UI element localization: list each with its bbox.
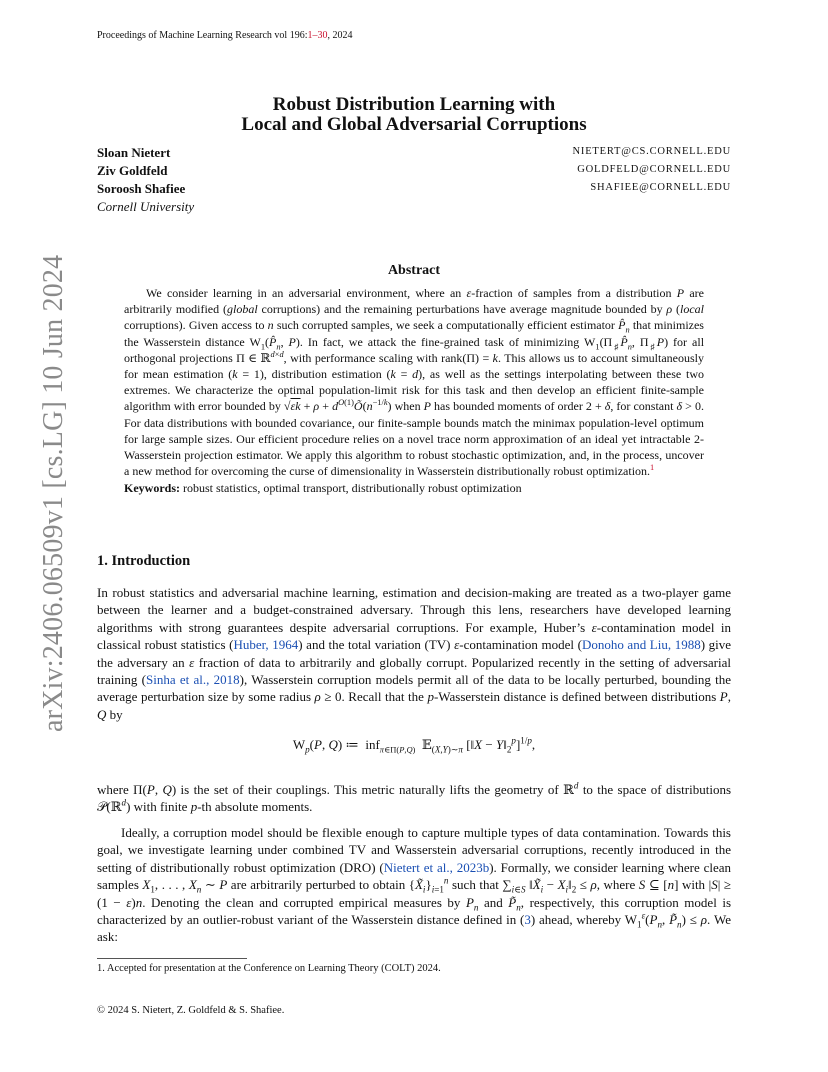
citation-link[interactable]: Sinha et al., 2018 [146,672,240,688]
page-range-link[interactable]: 1–30 [307,30,328,41]
equation-link[interactable]: 3 [524,912,531,928]
arxiv-stamp: arXiv:2406.06509v1 [cs.LG] 10 Jun 2024 [38,254,69,732]
running-head [97,30,353,41]
author-name: Ziv Goldfeld [97,163,168,178]
footnote: 1. Accepted for presentation at the Conference on Learning Theory (COLT) 2024. [97,963,441,974]
citation-link[interactable]: Donoho and Liu, 1988 [581,637,701,653]
intro-paragraph-3: Ideally, a corruption model should be flexible enough to capture multiple types of data contamination. Towards this goal, we investigate learning under combined TV and Wasserstein adversarial corruptions, recently introduced in the setting of distributionally robust optimization (DRO) (Nietert et al., 2023b). Formally, we consider learning where clean samples $X_1$, . . . , $X_n$ ∼ P are arbitrarily perturbed to obtain $\{X̃_i\}_{i=1}^n$ such that $\sum_{i\in S}$ $‖X̃_i$ − $X_i‖_2 \le \rho$, where S ⊆ [n] with |S| ≥ (1 − ε)n. Denoting the clean and corrupted empirical measures by $P_n$ and $P̃_n$, respectively, this corruption model is characterized by an outlier-robust variant of the Wasserstein distance defined in (3) ahead, whereby $W_1^\varepsilon(P_n$, $P̃_n) \le \rho$. We ask: [97,825,732,945]
footnote-marker[interactable]: 1 [650,463,655,473]
keywords-label: Keywords: [124,481,180,496]
citation-link[interactable]: Huber, 1964 [233,637,299,653]
author-row [97,145,731,163]
running-head-text: Proceedings of Machine Learning Research vol 196: [97,30,308,41]
author-name: Sloan Nietert [97,145,171,160]
abstract-heading: Abstract [387,263,441,278]
author-email[interactable]: NIETERT@CS.CORNELL.EDU [572,146,731,157]
wasserstein-equation: $W_p(P$, Q) ≔ inf$_{\pi\in\Pi(P,Q)}$ 𝔼$_{(X,Y)\sim\pi}$ [‖X − $Y‖_2^p]^{1/p}$, [292,735,536,755]
paper-title [97,95,731,135]
abstract-body [124,285,704,497]
affiliation: Cornell University [97,199,195,214]
author-block [97,145,731,217]
keywords-text: robust statistics, optimal transport, distributionally robust optimization [183,481,522,496]
copyright: © 2024 S. Nietert, Z. Goldfeld & S. Shafiee. [97,1005,285,1016]
footnote-rule [97,958,247,959]
intro-paragraph-1: In robust statistics and adversarial machine learning, estimation and decision-making are treated as a two-player game between the learner and a budget-constrained adversary. Through this lens, researchers have developed learning algorithms with strong guarantees despite adversarial corruptions. For example, Huber’s ε-contamination model in classical robust statistics (Huber, 1964) and the total variation (TV) ε-contamination model (Donoho and Liu, 1988) give the adversary an ε fraction of data to arbitrarily and globally corrupt. Popularized recently in the setting of adversarial training (Sinha et al., 2018), Wasserstein corruption models permit all of the data to be locally perturbed, bounding the average perturbation size by some radius ρ ≥ 0. Recall that the p-Wasserstein distance is defined between distributions P, Q by [97,585,732,722]
running-head-year: , 2024 [327,30,353,41]
title-line-2: Local and Global Adversarial Corruptions [241,114,587,135]
section-heading: 1. Introduction [97,553,191,569]
title-line-1: Robust Distribution Learning with [272,94,556,115]
author-row [97,181,731,199]
author-row [97,163,731,181]
author-email[interactable]: GOLDFELD@CORNELL.EDU [577,164,731,175]
abstract-paragraph: We consider learning in an adversarial environment, where an ε-fraction of samples from a distribution P are arbitrarily modified (global corruptions) and the remaining perturbations have average magnitude bounded by ρ (local corruptions). Given access to n such corrupted samples, we seek a computationally efficient estimator $P̂_n$ that minimizes the Wasserstein distance $W_1(P̂_n$, P). In fact, we attack the fine-grained task of minimizing $W_1(\Pi_♯P̂_n$, $\Pi_♯P$) for all orthogonal projections Π ∈ ℝ$^{d\times d}$, with performance scaling with rank(Π) = k. This allows us to account simultaneously for mean estimation (k = 1), distribution estimation (k = d), as well as the settings interpolating between these two extremes. We characterize the optimal population-limit risk for this task and then develop an efficient finite-sample algorithm with error bounded by $√\varepsilon k + \rho + d^{O(1)}Õ(n^{-1/k})$ when P has bounded moments of order 2 + δ, for constant δ > 0. For data distributions with bounded covariance, our finite-sample bounds match the minimax population-level optimum for large sample sizes. Our efficient procedure relies on a novel trace norm approximation of an ideal yet intractable 2-Wasserstein projection estimator. We apply this algorithm to robust stochastic optimization, and, in the process, uncover a new method for overcoming the curse of dimensionality in Wasserstein distributionally robust optimization.$^1$ [124,286,705,479]
intro-paragraph-2: where Π(P, Q) is the set of their couplings. This metric naturally lifts the geometry of ℝ$^d$ to the space of distributions 𝒫(ℝ$^d$) with finite p-th absolute moments. [97,780,732,815]
author-email[interactable]: SHAFIEE@CORNELL.EDU [590,182,731,193]
author-name: Soroosh Shafiee [97,181,186,196]
citation-link[interactable]: Nietert et al., 2023b [383,859,490,875]
keywords-line [124,480,704,496]
